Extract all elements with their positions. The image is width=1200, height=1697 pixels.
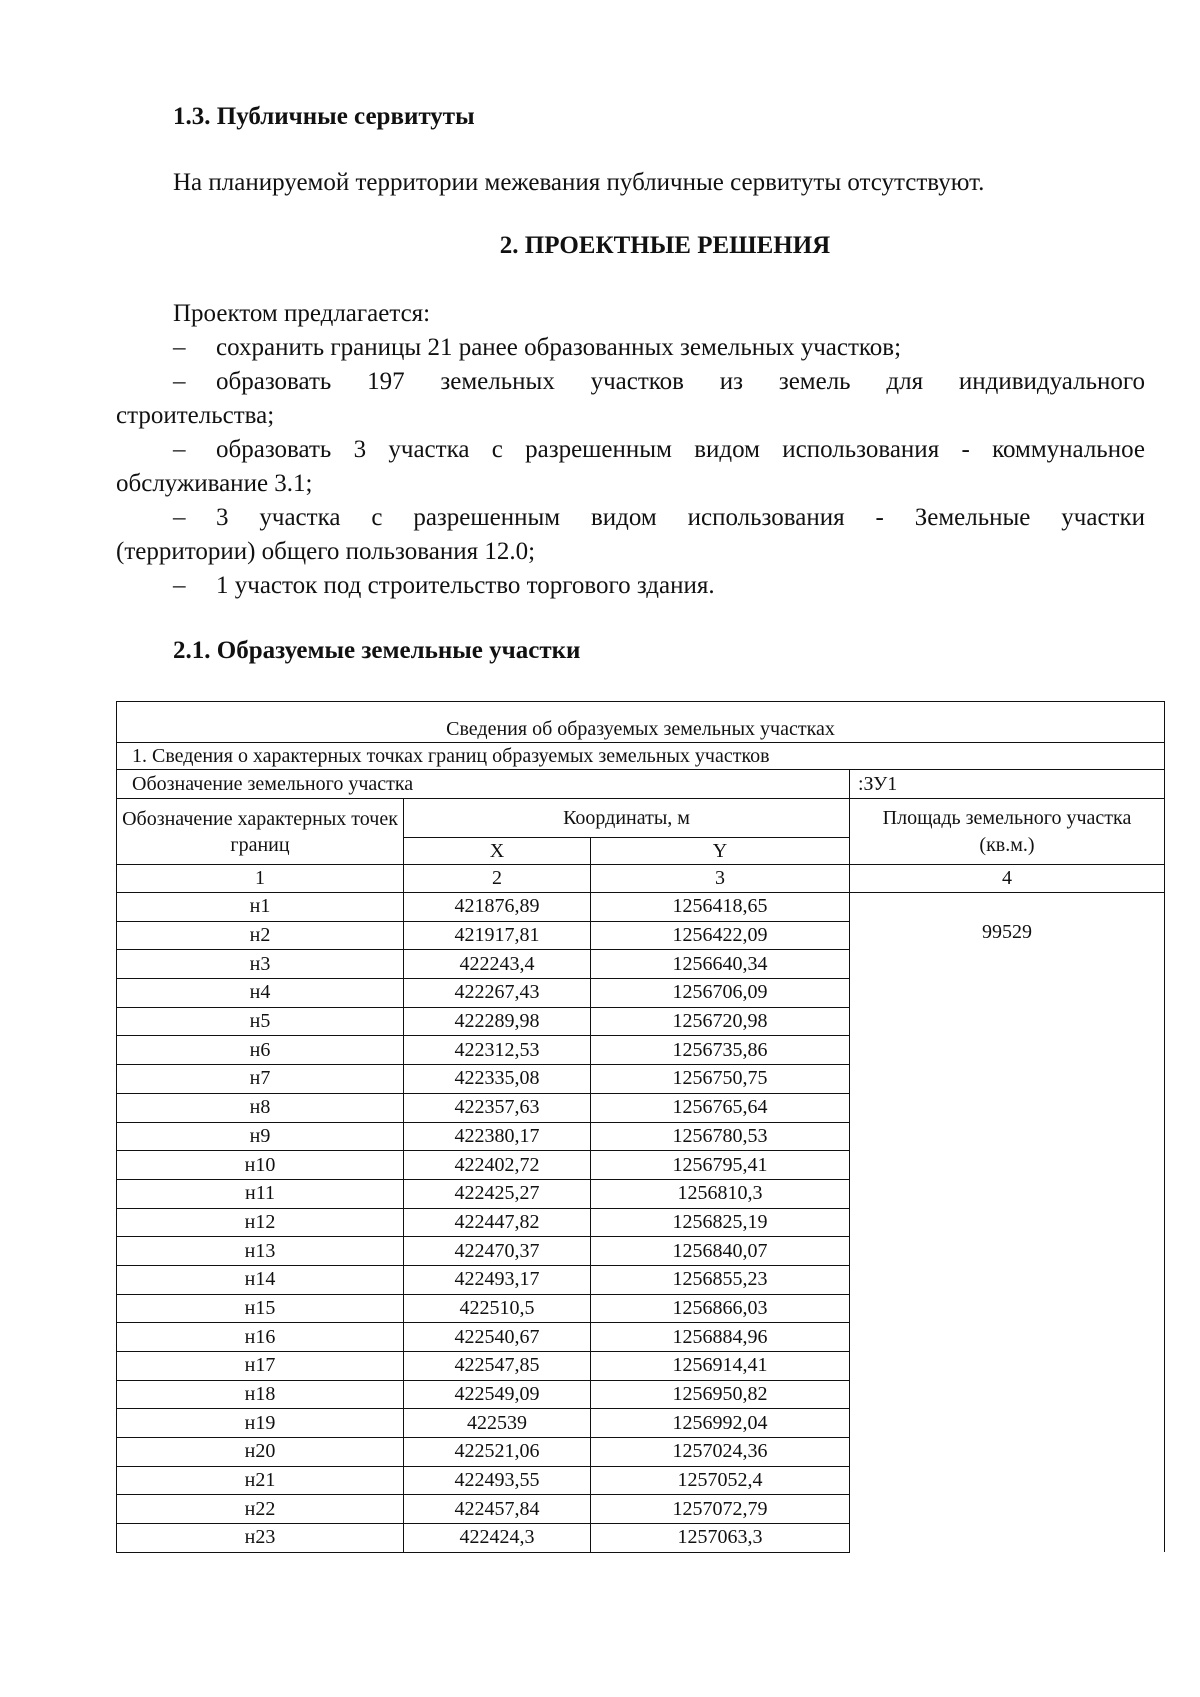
point-cell: н8 <box>117 1093 404 1122</box>
point-cell: н21 <box>117 1466 404 1495</box>
point-cell: н7 <box>117 1065 404 1094</box>
point-cell: н11 <box>117 1179 404 1208</box>
x-cell: 421876,89 <box>404 893 591 922</box>
point-cell: н20 <box>117 1438 404 1467</box>
x-cell: 422547,85 <box>404 1352 591 1381</box>
y-cell: 1256795,41 <box>591 1151 850 1180</box>
y-cell: 1257052,4 <box>591 1466 850 1495</box>
y-cell: 1256914,41 <box>591 1352 850 1381</box>
x-cell: 422447,82 <box>404 1208 591 1237</box>
y-cell: 1257072,79 <box>591 1495 850 1524</box>
list-dash: – <box>173 334 186 361</box>
x-cell: 422457,84 <box>404 1495 591 1524</box>
list-item-text: сохранить границы 21 ранее образованных земельных участков; <box>216 334 902 361</box>
column-numbers-row <box>117 865 1165 893</box>
point-cell: н6 <box>117 1036 404 1065</box>
x-cell: 422357,63 <box>404 1093 591 1122</box>
table-row <box>117 893 1165 922</box>
y-cell: 1256866,03 <box>591 1294 850 1323</box>
point-cell: н22 <box>117 1495 404 1524</box>
x-cell: 422335,08 <box>404 1065 591 1094</box>
list-dash: – <box>173 572 186 599</box>
x-cell: 422521,06 <box>404 1438 591 1467</box>
coordinates-table <box>116 701 1165 1553</box>
list-item-continuation: строительства; <box>116 402 275 429</box>
table-subtitle: 1. Сведения о характерных точках границ образуемых земельных участков <box>117 743 1165 770</box>
list-dash: – <box>173 436 186 463</box>
point-cell: н12 <box>117 1208 404 1237</box>
column-number: 2 <box>404 865 591 893</box>
y-cell: 1256706,09 <box>591 979 850 1008</box>
x-cell: 422540,67 <box>404 1323 591 1352</box>
point-cell: н16 <box>117 1323 404 1352</box>
x-cell: 422510,5 <box>404 1294 591 1323</box>
y-cell: 1257063,3 <box>591 1524 850 1553</box>
area-value: 99529 <box>982 921 1032 943</box>
point-cell: н15 <box>117 1294 404 1323</box>
section-1-3-heading: 1.3. Публичные сервитуты <box>173 103 475 130</box>
table-subtitle-row <box>117 743 1165 770</box>
y-cell: 1256810,3 <box>591 1179 850 1208</box>
area-cell <box>850 893 1165 1553</box>
header-area: Площадь земельного участка (кв.м.) <box>850 799 1165 865</box>
point-cell: н4 <box>117 979 404 1008</box>
y-cell: 1256780,53 <box>591 1122 850 1151</box>
header-row <box>117 799 1165 838</box>
header-x: X <box>404 838 591 865</box>
y-cell: 1257024,36 <box>591 1438 850 1467</box>
y-cell: 1256422,09 <box>591 921 850 950</box>
section-2-1-heading: 2.1. Образуемые земельные участки <box>173 637 581 664</box>
x-cell: 421917,81 <box>404 921 591 950</box>
list-item-continuation: обслуживание 3.1; <box>116 470 313 497</box>
x-cell: 422424,3 <box>404 1524 591 1553</box>
y-cell: 1256884,96 <box>591 1323 850 1352</box>
table-title: Сведения об образуемых земельных участках <box>117 702 1165 743</box>
plot-label: Обозначение земельного участка <box>117 770 850 799</box>
point-cell: н9 <box>117 1122 404 1151</box>
list-item <box>116 501 1145 535</box>
x-cell: 422493,55 <box>404 1466 591 1495</box>
list-item-continuation: (территории) общего пользования 12.0; <box>116 538 536 565</box>
y-cell: 1256720,98 <box>591 1007 850 1036</box>
x-cell: 422312,53 <box>404 1036 591 1065</box>
point-cell: н19 <box>117 1409 404 1438</box>
column-number: 4 <box>850 865 1165 893</box>
point-cell: н23 <box>117 1524 404 1553</box>
y-cell: 1256855,23 <box>591 1265 850 1294</box>
x-cell: 422380,17 <box>404 1122 591 1151</box>
point-cell: н5 <box>117 1007 404 1036</box>
list-item-text: образовать 3 участка с разрешенным видом использования - коммунальное <box>216 436 1145 463</box>
y-cell: 1256640,34 <box>591 950 850 979</box>
list-dash: – <box>173 368 186 395</box>
y-cell: 1256825,19 <box>591 1208 850 1237</box>
list-item-text: образовать 197 земельных участков из земель для индивидуального <box>216 368 1145 395</box>
y-cell: 1256992,04 <box>591 1409 850 1438</box>
list-item-text: 3 участка с разрешенным видом использования - Земельные участки <box>216 504 1145 531</box>
list-dash: – <box>173 504 186 531</box>
column-number: 1 <box>117 865 404 893</box>
point-cell: н1 <box>117 893 404 922</box>
plot-row <box>117 770 1165 799</box>
y-cell: 1256418,65 <box>591 893 850 922</box>
header-points: Обозначение характерных точек границ <box>117 799 404 865</box>
x-cell: 422425,27 <box>404 1179 591 1208</box>
y-cell: 1256750,75 <box>591 1065 850 1094</box>
section-2-intro: Проектом предлагается: <box>173 300 431 327</box>
plot-value: :ЗУ1 <box>850 770 1165 799</box>
x-cell: 422539 <box>404 1409 591 1438</box>
y-cell: 1256735,86 <box>591 1036 850 1065</box>
table-title-row <box>117 702 1165 743</box>
point-cell: н2 <box>117 921 404 950</box>
y-cell: 1256950,82 <box>591 1380 850 1409</box>
x-cell: 422243,4 <box>404 950 591 979</box>
list-item <box>116 331 1145 365</box>
header-y: Y <box>591 838 850 865</box>
section-1-3-text: На планируемой территории межевания публичные сервитуты отсутствуют. <box>173 169 985 196</box>
x-cell: 422289,98 <box>404 1007 591 1036</box>
header-coordinates: Координаты, м <box>404 799 850 838</box>
list-item <box>116 433 1145 467</box>
y-cell: 1256840,07 <box>591 1237 850 1266</box>
section-2-heading: 2. ПРОЕКТНЫЕ РЕШЕНИЯ <box>499 232 831 259</box>
x-cell: 422549,09 <box>404 1380 591 1409</box>
y-cell: 1256765,64 <box>591 1093 850 1122</box>
list-item <box>116 365 1145 399</box>
x-cell: 422493,17 <box>404 1265 591 1294</box>
list-item <box>116 569 1145 603</box>
point-cell: н17 <box>117 1352 404 1381</box>
column-number: 3 <box>591 865 850 893</box>
point-cell: н13 <box>117 1237 404 1266</box>
list-item-text: 1 участок под строительство торгового здания. <box>216 572 715 599</box>
point-cell: н3 <box>117 950 404 979</box>
point-cell: н10 <box>117 1151 404 1180</box>
x-cell: 422402,72 <box>404 1151 591 1180</box>
x-cell: 422267,43 <box>404 979 591 1008</box>
point-cell: н14 <box>117 1265 404 1294</box>
point-cell: н18 <box>117 1380 404 1409</box>
x-cell: 422470,37 <box>404 1237 591 1266</box>
